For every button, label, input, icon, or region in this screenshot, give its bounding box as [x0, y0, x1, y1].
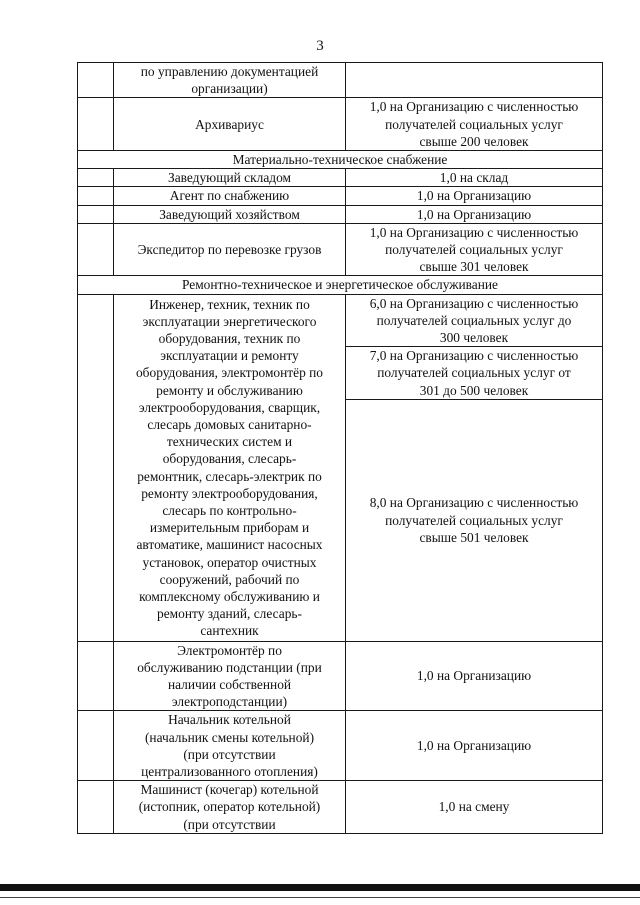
cell-text-line: (начальник смены котельной): [144, 729, 315, 745]
position-cell: [114, 205, 346, 223]
cell-text-line: получателей социальных услуг до: [376, 312, 572, 328]
cell-text-line: Инженер, техник, техник по: [149, 296, 310, 312]
cell-text-line: 1,0 на Организацию: [416, 188, 532, 204]
cell-text-line: 7,0 на Организацию с численностью: [369, 348, 579, 364]
cell-text-line: Начальник котельной: [168, 712, 291, 728]
position-cell: [114, 187, 346, 205]
cell-text-line: сооружений, рабочий по: [159, 571, 300, 587]
cell-text-line: Машинист (кочегар) котельной: [140, 782, 319, 798]
cell-text-line: Экспедитор по перевозке грузов: [137, 242, 322, 258]
scan-edge-line: [0, 897, 640, 898]
cell-text-line: 300 человек: [439, 330, 509, 346]
position-cell: [114, 641, 346, 711]
cell-text-line: получателей социальных услуг: [385, 242, 563, 258]
row-number-cell: [78, 205, 114, 223]
row-number-cell: [78, 187, 114, 205]
cell-text-line: оборудования, слесарь-: [162, 451, 297, 467]
position-cell: [114, 294, 346, 641]
position-cell: [114, 711, 346, 781]
row-number-cell: [78, 169, 114, 187]
norm-cell: [346, 781, 603, 834]
norm-cell: [346, 399, 603, 641]
norm-cell: [346, 63, 603, 98]
cell-text-line: получателей социальных услуг: [385, 116, 563, 132]
cell-text-line: слесарь по контрольно-: [162, 503, 297, 519]
cell-text-line: эксплуатации энергетического: [142, 313, 317, 329]
cell-text-line: получателей социальных услуг от: [377, 365, 571, 381]
cell-text-line: 1,0 на смену: [438, 799, 510, 815]
staffing-table-body: [78, 63, 603, 834]
cell-text-line: (истопник, оператор котельной): [138, 799, 321, 815]
position-cell: [114, 223, 346, 276]
cell-text-line: свыше 301 человек: [419, 259, 529, 275]
cell-text-line: 1,0 на Организацию с численностью: [369, 224, 579, 240]
cell-text-line: Агент по снабжению: [169, 188, 290, 204]
table-row: [78, 169, 603, 187]
cell-text-line: 1,0 на Организацию: [416, 738, 532, 754]
cell-text-line: Архивариус: [195, 116, 264, 132]
staffing-table: [77, 62, 603, 834]
table-row: [78, 98, 603, 151]
position-cell: [114, 98, 346, 151]
cell-text-line: электроподстанции): [171, 694, 288, 710]
cell-text-line: измерительным приборам и: [149, 520, 310, 536]
cell-text-line: эксплуатации и ремонту: [160, 348, 299, 364]
cell-text-line: 1,0 на Организацию с численностью: [369, 99, 579, 115]
cell-text-line: 8,0 на Организацию с численностью: [369, 495, 579, 511]
norm-cell: [346, 205, 603, 223]
cell-text-line: свыше 200 человек: [419, 133, 529, 149]
cell-text-line: по управлению документацией: [140, 64, 319, 79]
norm-cell: [346, 98, 603, 151]
cell-text-line: Заведующий складом: [168, 170, 291, 186]
cell-text-line: 1,0 на Организацию: [416, 668, 532, 684]
cell-text-line: обслуживанию подстанции (при: [137, 659, 322, 675]
cell-text-line: 1,0 на Организацию: [416, 206, 532, 222]
cell-text-line: организации): [191, 81, 268, 97]
table-row: [78, 641, 603, 711]
norm-cell: [346, 711, 603, 781]
row-number-cell: [78, 63, 114, 98]
row-number-cell: [78, 711, 114, 781]
cell-text-line: централизованного отопления): [141, 764, 318, 780]
section-heading: Материально-техническое снабжение: [78, 151, 603, 169]
section-heading: Ремонтно-техническое и энергетическое обслуживание: [78, 276, 603, 294]
table-row: [78, 294, 603, 347]
position-cell: [114, 63, 346, 98]
cell-text-line: (при отсутствии: [183, 746, 276, 762]
position-cell: [114, 781, 346, 834]
cell-text-line: (при отсутствии: [183, 816, 276, 832]
cell-text-line: ремонту электрооборудования,: [141, 485, 318, 501]
cell-text-line: сантехник: [200, 623, 259, 639]
table-row: [78, 187, 603, 205]
norm-cell: [346, 347, 603, 400]
table-row: [78, 223, 603, 276]
page-number: 3: [316, 38, 324, 54]
norm-cell: [346, 169, 603, 187]
cell-text-line: ремонтник, слесарь-электрик по: [137, 468, 322, 484]
row-number-cell: [78, 781, 114, 834]
row-number-cell: [78, 641, 114, 711]
position-cell: [114, 169, 346, 187]
cell-text-line: ремонту зданий, слесарь-: [157, 606, 302, 622]
cell-text-line: Заведующий хозяйством: [159, 206, 300, 222]
norm-cell: [346, 294, 603, 347]
cell-text-line: ремонту и обслуживанию: [156, 382, 303, 398]
cell-text-line: комплексному обслуживанию и: [139, 589, 320, 605]
table-row: [78, 781, 603, 834]
cell-text-line: Электромонтёр по: [177, 642, 282, 658]
cell-text-line: автоматике, машинист насосных: [136, 537, 323, 553]
cell-text-line: 6,0 на Организацию с численностью: [369, 295, 579, 311]
section-row: [78, 151, 603, 169]
row-number-cell: [78, 98, 114, 151]
norm-cell: [346, 223, 603, 276]
section-row: [78, 276, 603, 294]
cell-text-line: слесарь домовых санитарно-: [147, 417, 312, 433]
cell-text-line: 1,0 на склад: [439, 170, 509, 186]
norm-cell: [346, 187, 603, 205]
scan-edge-bar: [0, 884, 640, 891]
cell-text-line: технических систем и: [166, 434, 293, 450]
cell-text-line: электрооборудования, сварщик,: [138, 399, 321, 415]
cell-text-line: оборудования, электромонтёр по: [135, 365, 323, 381]
table-row: [78, 63, 603, 98]
table-row: [78, 205, 603, 223]
table-row: [78, 711, 603, 781]
row-number-cell: [78, 223, 114, 276]
row-number-cell: [78, 294, 114, 641]
norm-cell: [346, 641, 603, 711]
cell-text-line: свыше 501 человек: [419, 529, 529, 545]
cell-text-line: наличии собственной: [167, 677, 292, 693]
cell-text-line: оборудования, техник по: [158, 331, 301, 347]
cell-text-line: получателей социальных услуг: [385, 512, 563, 528]
cell-text-line: установок, оператор очистных: [142, 554, 317, 570]
cell-text-line: 301 до 500 человек: [419, 382, 529, 398]
